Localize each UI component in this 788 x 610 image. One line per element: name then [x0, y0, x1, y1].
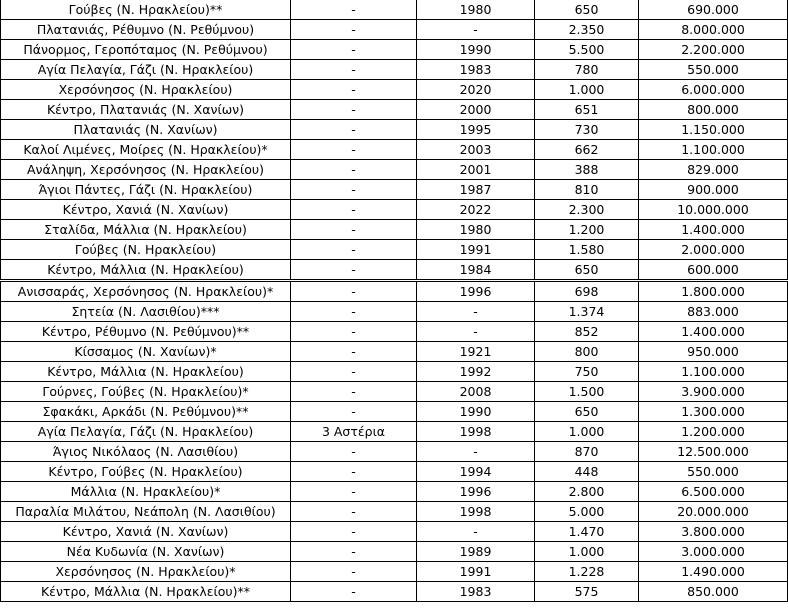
- price-cell: 600.000: [639, 260, 788, 281]
- area-cell: 2.300: [535, 200, 639, 220]
- table-row: [1, 281, 788, 302]
- location-cell: Άγιοι Πάντες, Γάζι (Ν. Ηρακλείου): [1, 180, 291, 200]
- location-cell: Πάνορμος, Γεροπόταμος (Ν. Ρεθύμνου): [1, 40, 291, 60]
- table-row: [1, 0, 788, 20]
- category-cell: -: [291, 522, 417, 542]
- year-cell: 1921: [417, 342, 535, 362]
- price-cell: 1.490.000: [639, 562, 788, 582]
- location-cell: Κέντρο, Χανιά (Ν. Χανίων): [1, 200, 291, 220]
- table-body: [1, 0, 788, 602]
- area-cell: 5.000: [535, 502, 639, 522]
- area-cell: 1.000: [535, 542, 639, 562]
- category-cell: -: [291, 100, 417, 120]
- table-row: [1, 462, 788, 482]
- location-cell: Αγία Πελαγία, Γάζι (Ν. Ηρακλείου): [1, 60, 291, 80]
- category-cell: -: [291, 502, 417, 522]
- price-cell: 2.000.000: [639, 240, 788, 260]
- category-cell: -: [291, 0, 417, 20]
- category-cell: -: [291, 382, 417, 402]
- area-cell: 1.000: [535, 80, 639, 100]
- category-cell: -: [291, 80, 417, 100]
- table-row: [1, 402, 788, 422]
- year-cell: 1990: [417, 402, 535, 422]
- category-cell: -: [291, 562, 417, 582]
- price-cell: 829.000: [639, 160, 788, 180]
- price-cell: 6.000.000: [639, 80, 788, 100]
- table-row: [1, 200, 788, 220]
- area-cell: 651: [535, 100, 639, 120]
- table-row: [1, 160, 788, 180]
- area-cell: 650: [535, 402, 639, 422]
- table-row: [1, 562, 788, 582]
- table-row: [1, 60, 788, 80]
- category-cell: -: [291, 322, 417, 342]
- price-cell: 10.000.000: [639, 200, 788, 220]
- category-cell: -: [291, 462, 417, 482]
- year-cell: -: [417, 302, 535, 322]
- table-row: [1, 442, 788, 462]
- category-cell: -: [291, 140, 417, 160]
- table-row: [1, 260, 788, 281]
- table-row: [1, 582, 788, 602]
- category-cell: -: [291, 582, 417, 602]
- category-cell: -: [291, 60, 417, 80]
- table-row: [1, 80, 788, 100]
- year-cell: 1991: [417, 240, 535, 260]
- table-row: [1, 20, 788, 40]
- area-cell: 2.350: [535, 20, 639, 40]
- location-cell: Ανάληψη, Χερσόνησος (Ν. Ηρακλείου): [1, 160, 291, 180]
- year-cell: 2003: [417, 140, 535, 160]
- price-cell: 3.900.000: [639, 382, 788, 402]
- area-cell: 5.500: [535, 40, 639, 60]
- location-cell: Νέα Κυδωνία (Ν. Χανίων): [1, 542, 291, 562]
- location-cell: Κέντρο, Χανιά (Ν. Χανίων): [1, 522, 291, 542]
- price-cell: 1.200.000: [639, 422, 788, 442]
- category-cell: -: [291, 542, 417, 562]
- area-cell: 650: [535, 260, 639, 281]
- category-cell: -: [291, 281, 417, 302]
- area-cell: 852: [535, 322, 639, 342]
- location-cell: Χερσόνησος (Ν. Ηρακλείου)*: [1, 562, 291, 582]
- table-row: [1, 422, 788, 442]
- location-cell: Καλοί Λιμένες, Μοίρες (Ν. Ηρακλείου)*: [1, 140, 291, 160]
- year-cell: -: [417, 322, 535, 342]
- price-cell: 3.800.000: [639, 522, 788, 542]
- area-cell: 1.580: [535, 240, 639, 260]
- year-cell: 1990: [417, 40, 535, 60]
- area-cell: 1.470: [535, 522, 639, 542]
- year-cell: 1996: [417, 281, 535, 302]
- price-cell: 883.000: [639, 302, 788, 322]
- location-cell: Πλατανιάς, Ρέθυμνο (Ν. Ρεθύμνου): [1, 20, 291, 40]
- price-cell: 1.400.000: [639, 220, 788, 240]
- location-cell: Πλατανιάς (Ν. Χανίων): [1, 120, 291, 140]
- year-cell: 1987: [417, 180, 535, 200]
- area-cell: 2.800: [535, 482, 639, 502]
- category-cell: -: [291, 220, 417, 240]
- price-cell: 3.000.000: [639, 542, 788, 562]
- location-cell: Κέντρο, Πλατανιάς (Ν. Χανίων): [1, 100, 291, 120]
- category-cell: -: [291, 442, 417, 462]
- area-cell: 448: [535, 462, 639, 482]
- area-cell: 780: [535, 60, 639, 80]
- area-cell: 750: [535, 362, 639, 382]
- area-cell: 730: [535, 120, 639, 140]
- table-row: [1, 362, 788, 382]
- location-cell: Γούβες (Ν. Ηρακλείου)**: [1, 0, 291, 20]
- price-cell: 950.000: [639, 342, 788, 362]
- table-row: [1, 240, 788, 260]
- year-cell: 1983: [417, 60, 535, 80]
- table-row: [1, 382, 788, 402]
- price-cell: 1.100.000: [639, 140, 788, 160]
- price-cell: 1.150.000: [639, 120, 788, 140]
- year-cell: 2022: [417, 200, 535, 220]
- price-cell: 850.000: [639, 582, 788, 602]
- category-cell: -: [291, 482, 417, 502]
- location-cell: Σφακάκι, Αρκάδι (Ν. Ρεθύμνου)**: [1, 402, 291, 422]
- area-cell: 650: [535, 0, 639, 20]
- price-cell: 8.000.000: [639, 20, 788, 40]
- year-cell: -: [417, 522, 535, 542]
- location-cell: Σητεία (Ν. Λασιθίου)***: [1, 302, 291, 322]
- price-cell: 1.300.000: [639, 402, 788, 422]
- location-cell: Μάλλια (Ν. Ηρακλείου)*: [1, 482, 291, 502]
- year-cell: 1998: [417, 502, 535, 522]
- area-cell: 575: [535, 582, 639, 602]
- location-cell: Ανισσαράς, Χερσόνησος (Ν. Ηρακλείου)*: [1, 281, 291, 302]
- location-cell: Άγιος Νικόλαος (Ν. Λασιθίου): [1, 442, 291, 462]
- year-cell: 1994: [417, 462, 535, 482]
- table-row: [1, 542, 788, 562]
- category-cell: -: [291, 20, 417, 40]
- area-cell: 1.200: [535, 220, 639, 240]
- location-cell: Αγία Πελαγία, Γάζι (Ν. Ηρακλείου): [1, 422, 291, 442]
- price-cell: 550.000: [639, 60, 788, 80]
- year-cell: 1998: [417, 422, 535, 442]
- table-row: [1, 220, 788, 240]
- area-cell: 1.228: [535, 562, 639, 582]
- year-cell: 2020: [417, 80, 535, 100]
- area-cell: 800: [535, 342, 639, 362]
- table-row: [1, 522, 788, 542]
- year-cell: 2008: [417, 382, 535, 402]
- table-row: [1, 180, 788, 200]
- year-cell: 1991: [417, 562, 535, 582]
- category-cell: -: [291, 40, 417, 60]
- location-cell: Κίσσαμος (Ν. Χανίων)*: [1, 342, 291, 362]
- area-cell: 1.500: [535, 382, 639, 402]
- price-cell: 20.000.000: [639, 502, 788, 522]
- year-cell: 2001: [417, 160, 535, 180]
- price-cell: 690.000: [639, 0, 788, 20]
- location-cell: Γούρνες, Γούβες (Ν. Ηρακλείου)*: [1, 382, 291, 402]
- category-cell: -: [291, 120, 417, 140]
- category-cell: -: [291, 402, 417, 422]
- area-cell: 388: [535, 160, 639, 180]
- category-cell: 3 Αστέρια: [291, 422, 417, 442]
- location-cell: Κέντρο, Γούβες (Ν. Ηρακλείου): [1, 462, 291, 482]
- table-row: [1, 342, 788, 362]
- category-cell: -: [291, 180, 417, 200]
- category-cell: -: [291, 260, 417, 281]
- category-cell: -: [291, 240, 417, 260]
- table-row: [1, 502, 788, 522]
- location-cell: Σταλίδα, Μάλλια (Ν. Ηρακλείου): [1, 220, 291, 240]
- location-cell: Γούβες (Ν. Ηρακλείου): [1, 240, 291, 260]
- area-cell: 1.000: [535, 422, 639, 442]
- year-cell: 1984: [417, 260, 535, 281]
- category-cell: -: [291, 302, 417, 322]
- category-cell: -: [291, 342, 417, 362]
- area-cell: 662: [535, 140, 639, 160]
- category-cell: -: [291, 362, 417, 382]
- category-cell: -: [291, 200, 417, 220]
- year-cell: -: [417, 442, 535, 462]
- table-row: [1, 302, 788, 322]
- price-cell: 550.000: [639, 462, 788, 482]
- area-cell: 870: [535, 442, 639, 462]
- table-row: [1, 140, 788, 160]
- year-cell: -: [417, 20, 535, 40]
- category-cell: -: [291, 160, 417, 180]
- location-cell: Κέντρο, Μάλλια (Ν. Ηρακλείου): [1, 260, 291, 281]
- table-row: [1, 100, 788, 120]
- price-cell: 12.500.000: [639, 442, 788, 462]
- location-cell: Χερσόνησος (Ν. Ηρακλείου): [1, 80, 291, 100]
- year-cell: 2000: [417, 100, 535, 120]
- area-cell: 810: [535, 180, 639, 200]
- table-row: [1, 322, 788, 342]
- year-cell: 1996: [417, 482, 535, 502]
- year-cell: 1980: [417, 0, 535, 20]
- price-cell: 800.000: [639, 100, 788, 120]
- year-cell: 1983: [417, 582, 535, 602]
- year-cell: 1992: [417, 362, 535, 382]
- location-cell: Κέντρο, Μάλλια (Ν. Ηρακλείου)**: [1, 582, 291, 602]
- price-cell: 1.800.000: [639, 281, 788, 302]
- year-cell: 1989: [417, 542, 535, 562]
- location-cell: Κέντρο, Ρέθυμνο (Ν. Ρεθύμνου)**: [1, 322, 291, 342]
- table-row: [1, 482, 788, 502]
- year-cell: 1995: [417, 120, 535, 140]
- price-cell: 900.000: [639, 180, 788, 200]
- area-cell: 698: [535, 281, 639, 302]
- table-row: [1, 40, 788, 60]
- year-cell: 1980: [417, 220, 535, 240]
- price-cell: 1.100.000: [639, 362, 788, 382]
- location-cell: Κέντρο, Μάλλια (Ν. Ηρακλείου): [1, 362, 291, 382]
- table-row: [1, 120, 788, 140]
- price-cell: 1.400.000: [639, 322, 788, 342]
- location-cell: Παραλία Μιλάτου, Νεάπολη (Ν. Λασιθίου): [1, 502, 291, 522]
- area-cell: 1.374: [535, 302, 639, 322]
- price-cell: 2.200.000: [639, 40, 788, 60]
- price-cell: 6.500.000: [639, 482, 788, 502]
